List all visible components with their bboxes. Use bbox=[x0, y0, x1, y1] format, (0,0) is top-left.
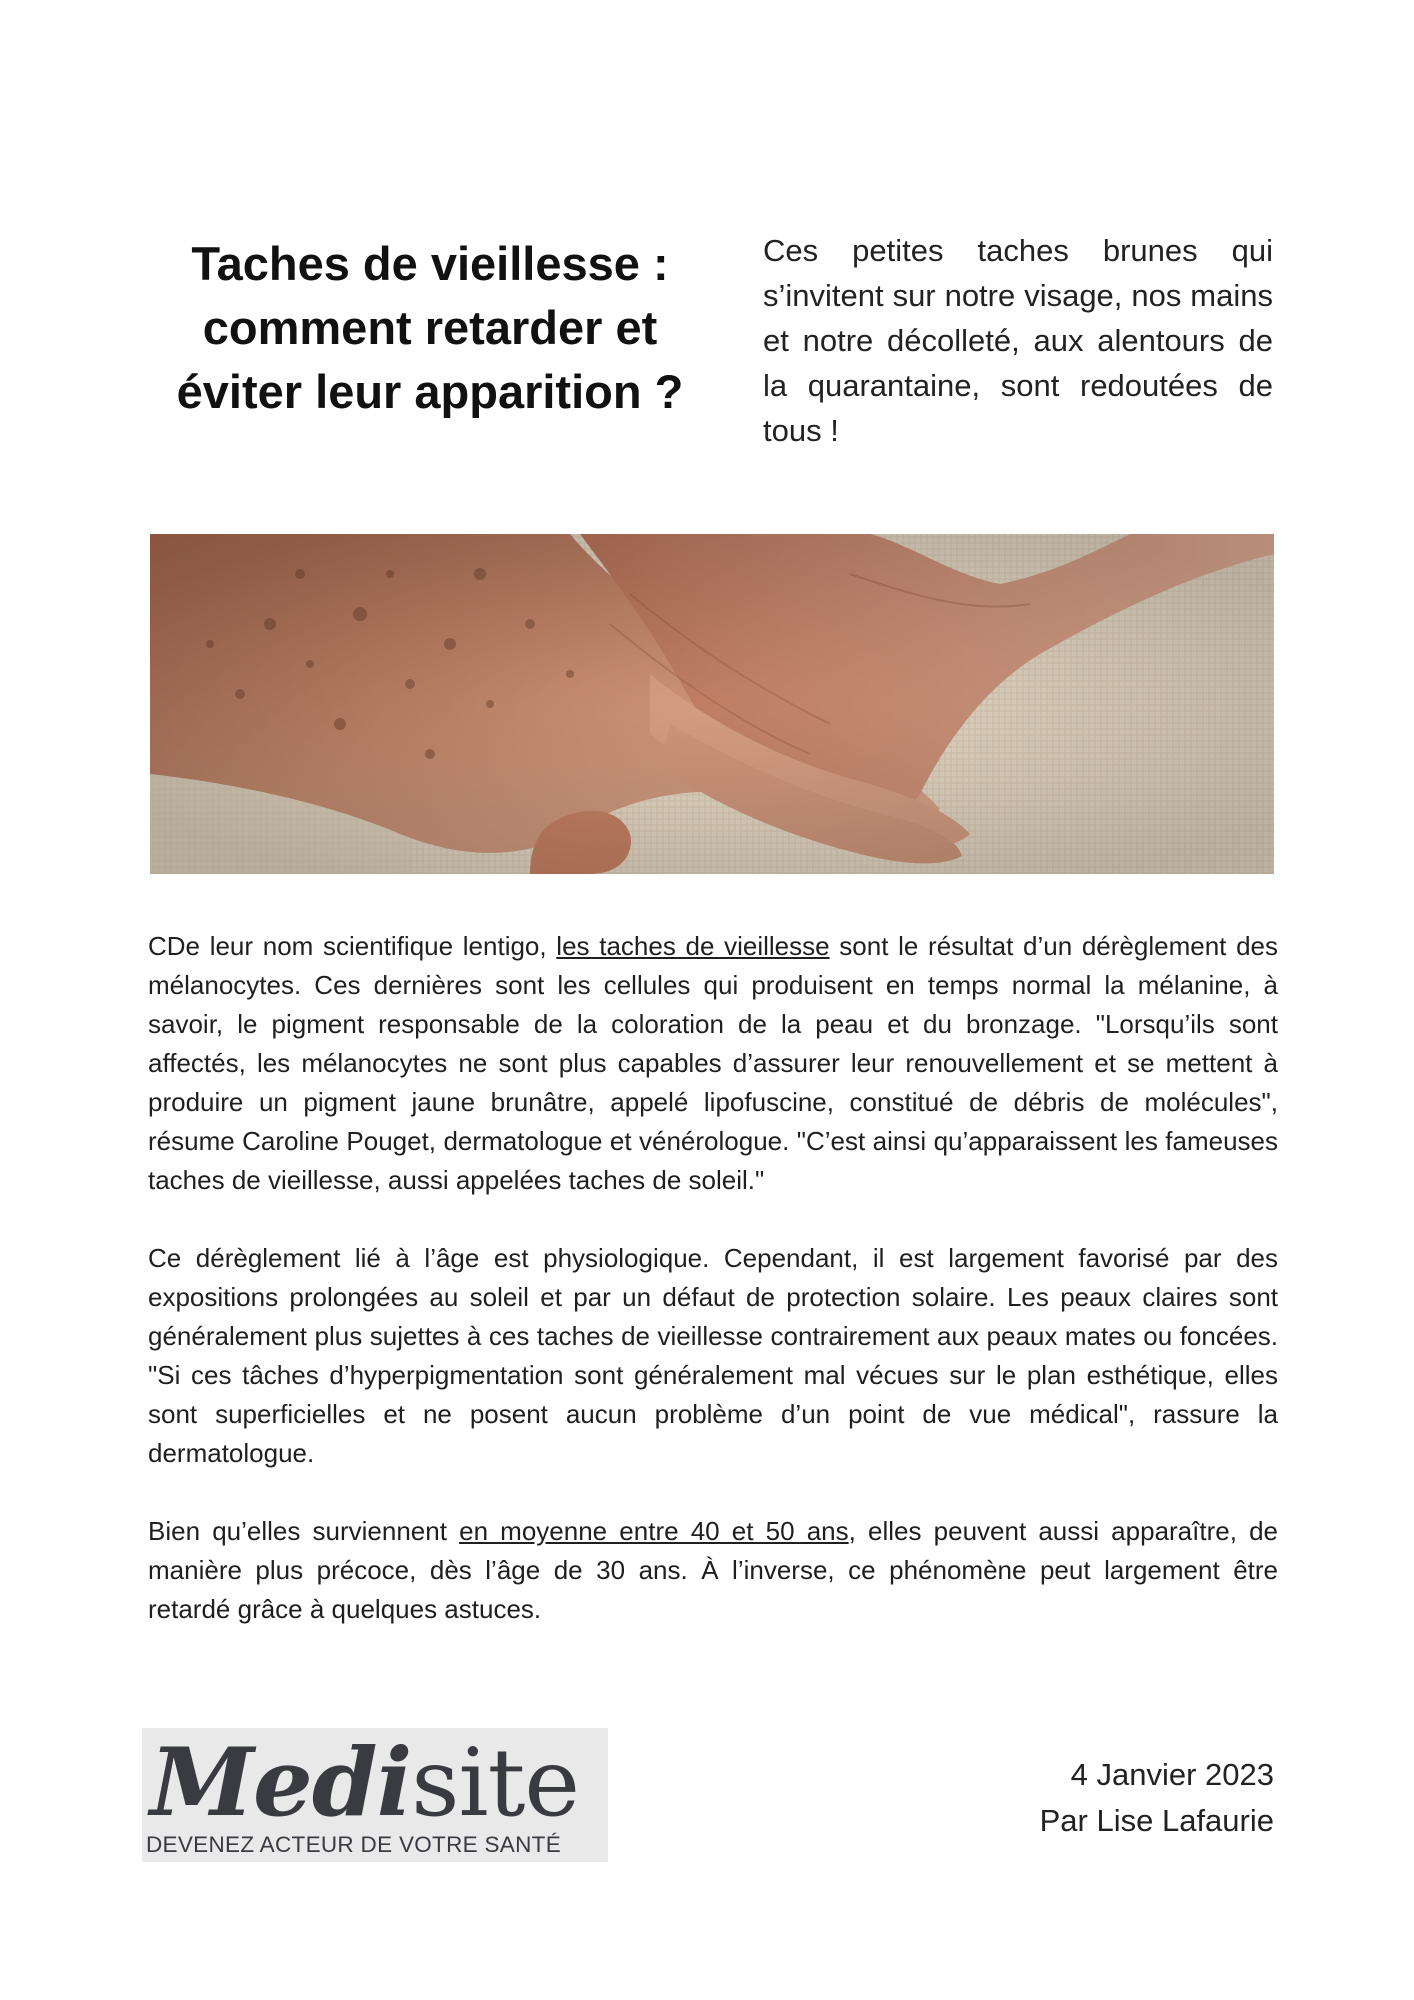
paragraph-1-end: sont le résultat d’un dérèglement des mélanocytes. Ces dernières sont les cellules qui produisent en temps normal la mélanine, à savoir, le pigment responsable de la coloration de la peau et du bronzage. "Lorsqu’ils sont affectés, les mélanocytes ne sont plus capables d’assurer leur renouvellement et se mettent à produire un pigment jaune brunâtre, appelé lipofuscine, constitué de débris de molécules", résume Caroline Pouget, dermatologue et vénérologue. "C’est ainsi qu’apparaissent les fameuses taches de vieillesse, aussi appelées taches de soleil." bbox=[148, 931, 1278, 1195]
article-intro: Ces petites taches brunes qui s’invitent sur notre visage, nos mains et notre décolleté, aux alentours de la quarantaine, sont redoutées de tous ! bbox=[763, 233, 1273, 448]
paragraph-3 bbox=[148, 1512, 1278, 1629]
article-date: 4 Janvier 2023 bbox=[1070, 1757, 1274, 1792]
logo-wordmark bbox=[150, 1728, 579, 1839]
logo-word-site: site bbox=[411, 1729, 580, 1838]
article-title bbox=[140, 232, 720, 424]
article-body bbox=[148, 927, 1278, 1668]
paragraph-3-start: Bien qu’elles surviennent bbox=[148, 1516, 460, 1546]
article-author: Par Lise Lafaurie bbox=[1039, 1803, 1274, 1838]
hands-illustration bbox=[150, 534, 1274, 874]
article-meta bbox=[1040, 1752, 1274, 1844]
title-line-1: Taches de vieillesse : bbox=[191, 237, 669, 290]
paragraph-1-start: CDe leur nom scientifique lentigo, bbox=[148, 931, 557, 961]
logo-word-medi: Medi bbox=[150, 1728, 412, 1838]
logo-tagline: DEVENEZ ACTEUR DE VOTRE SANTÉ bbox=[146, 1832, 562, 1857]
title-line-2: comment retarder et bbox=[202, 301, 658, 354]
title-line-3: éviter leur apparition ? bbox=[176, 365, 684, 418]
medisite-logo bbox=[142, 1728, 608, 1862]
aged-hands-photo bbox=[150, 534, 1274, 874]
link-taches-de-vieillesse[interactable]: les taches de vieillesse bbox=[556, 931, 830, 961]
paragraph-2: Ce dérèglement lié à l’âge est physiologique. Cependant, il est largement favorisé par des expositions prolongées au soleil et par un défaut de protection solaire. Les peaux claires sont généralement plus sujettes à ces taches de vieillesse contrairement aux peaux mates ou foncées. "Si ces tâches d’hyperpigmentation sont généralement mal vécues sur le plan esthétique, elles sont superficielles et ne posent aucun problème d’un point de vue médical", rassure la dermatologue. bbox=[148, 1243, 1278, 1468]
link-age-moyen[interactable]: en moyenne entre 40 et 50 ans bbox=[459, 1516, 849, 1546]
paragraph-3-end: , elles peuvent aussi apparaître, de manière plus précoce, dès l’âge de 30 ans. À l’inverse, ce phénomène peut largement être retardé grâce à quelques astuces. bbox=[148, 1516, 1279, 1624]
paragraph-1 bbox=[148, 927, 1278, 1200]
